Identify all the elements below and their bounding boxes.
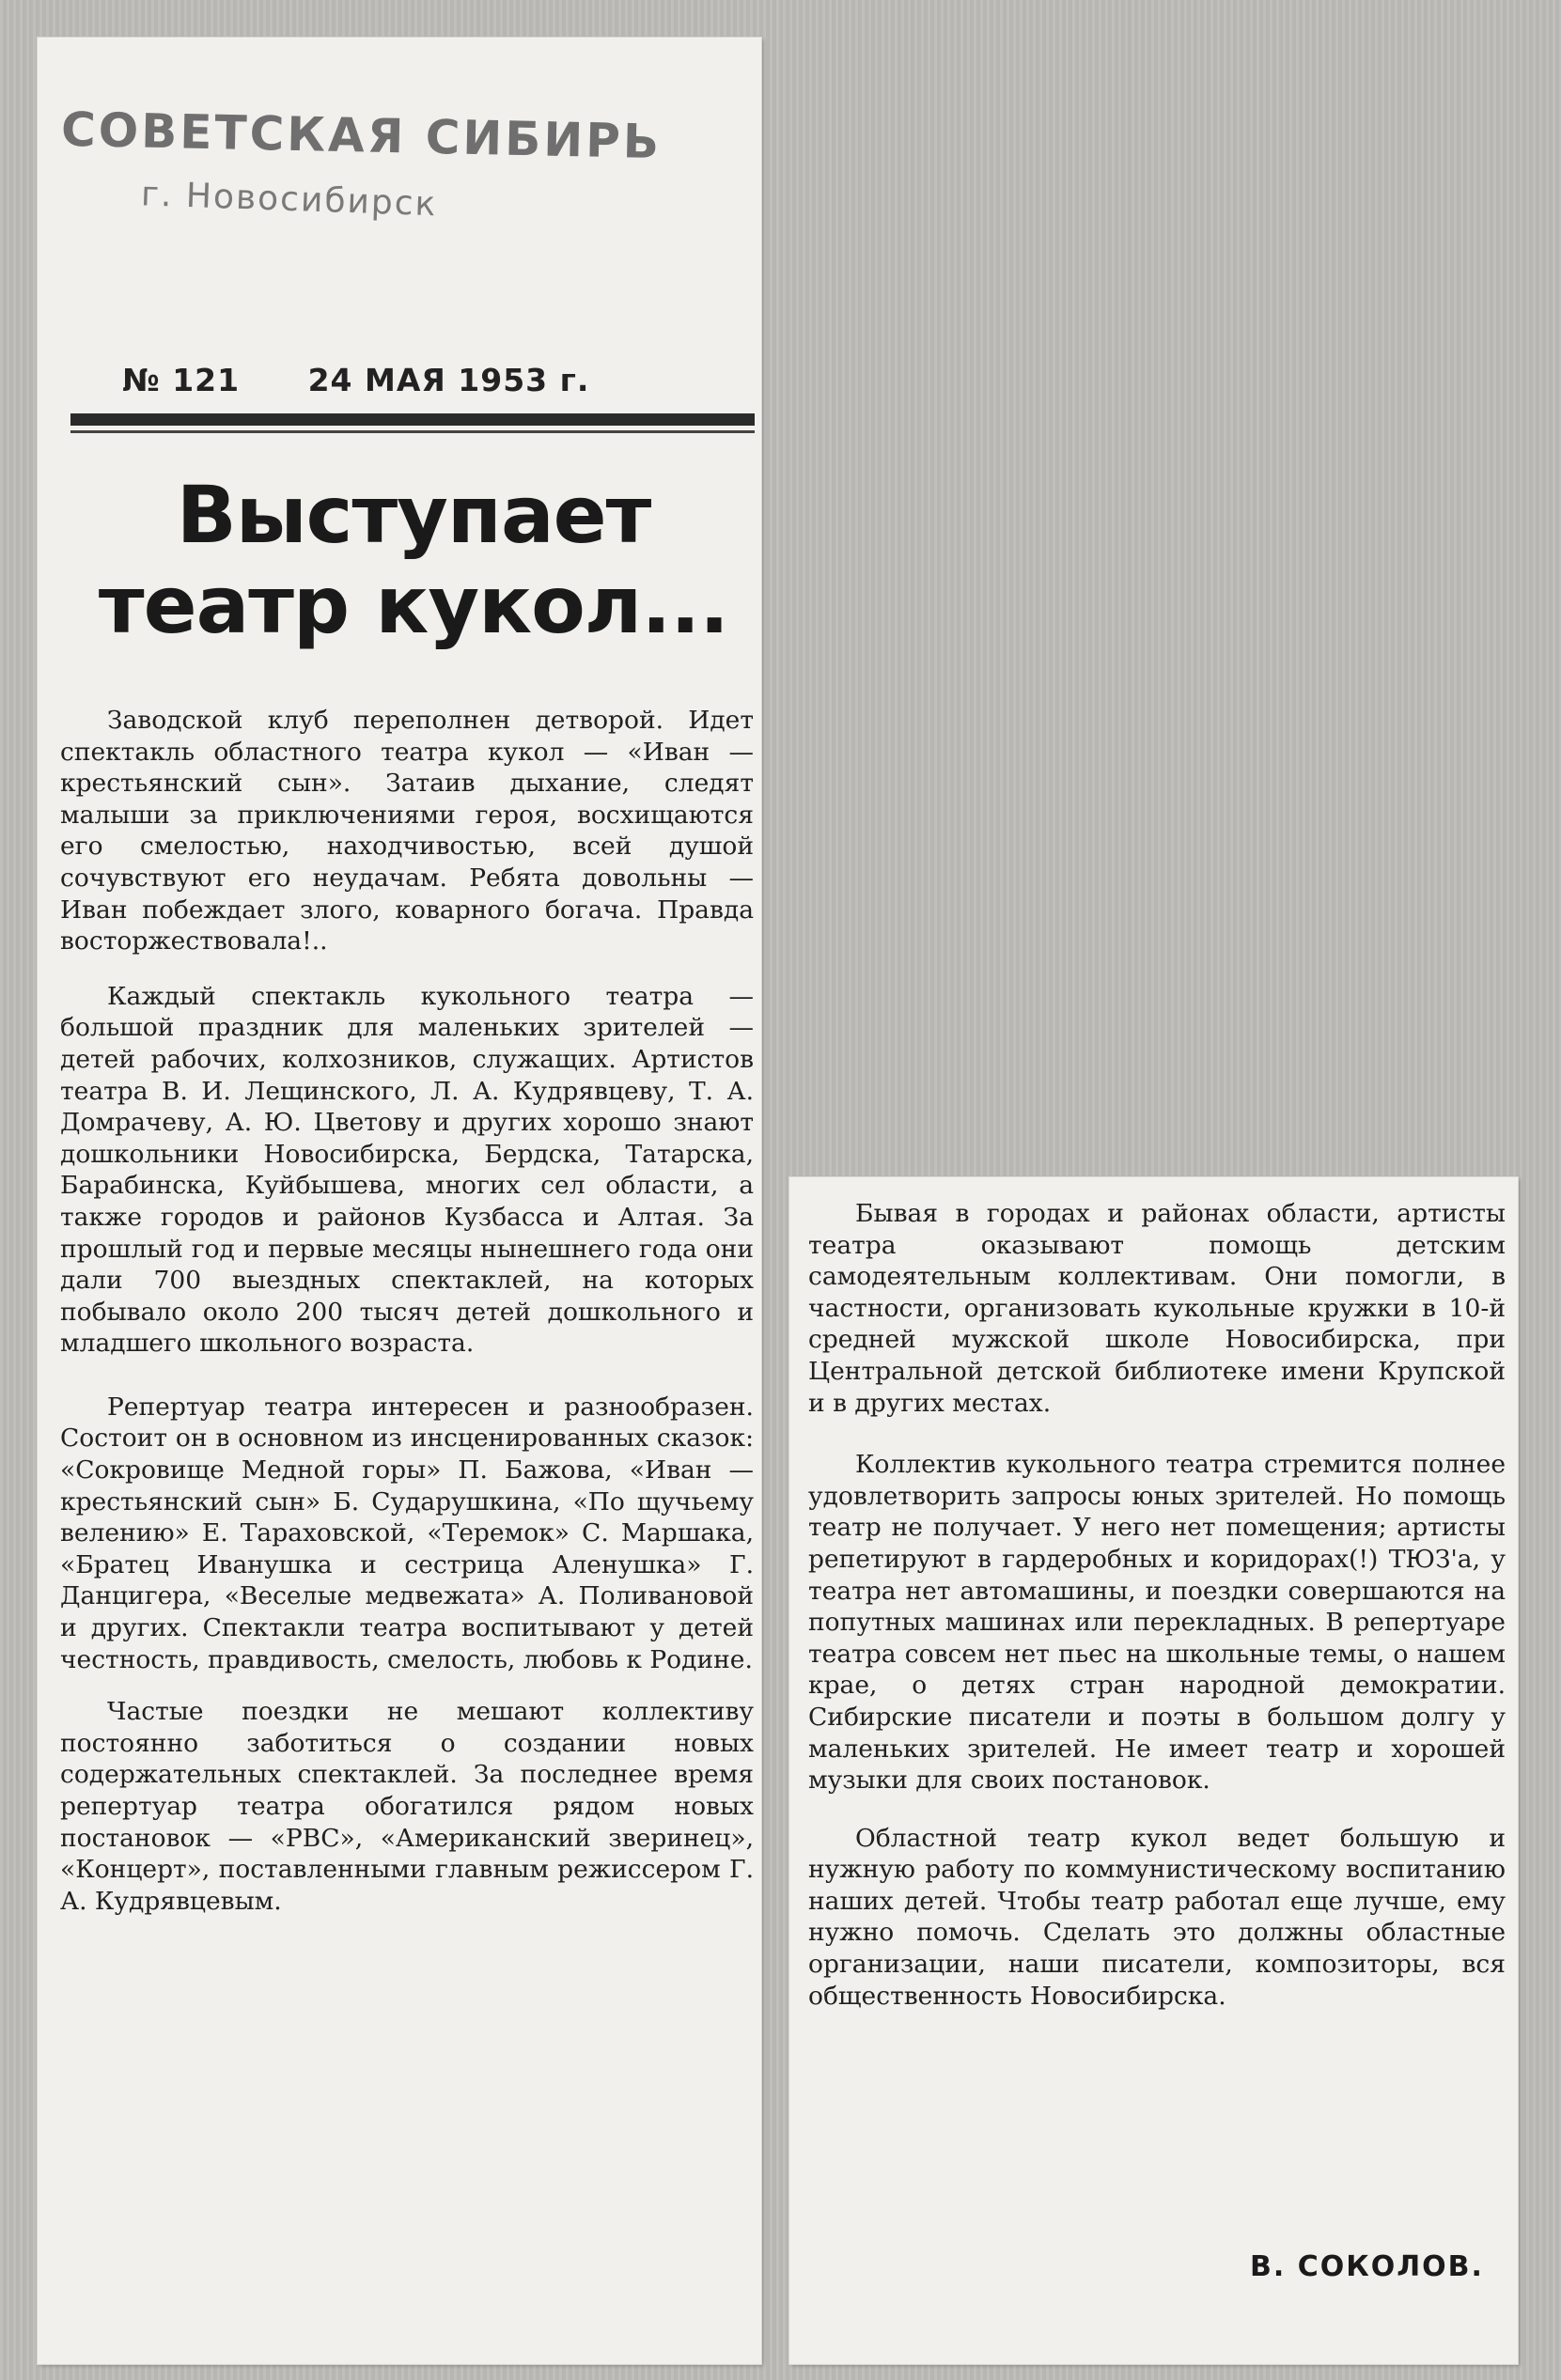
masthead-rule-thin: [70, 430, 755, 433]
article-paragraph: Репертуар театра интересен и разнообразен. Состоит он в основном из инсценированных сказок: «Сокровище Медной горы» П. Бажова, «Иван — крестьянский сын» Б. Сударушкина, «По щучьему велению» Е. Тараховской, «Теремок» С. Маршака, «Братец Иванушка и сестрица Аленушка» Г. Данцигера, «Веселые медвежата» А. Поливановой и других. Спектакли театра воспитывают у детей честность, правдивость, смелость, любовь к Родине.: [60, 1392, 754, 1674]
issue-date: 24 МАЯ 1953 г.: [307, 362, 590, 398]
article-paragraph: Частые поездки не мешают коллективу постоянно заботиться о создании новых содержательных спектаклей. За последнее время репертуар театра обогатился рядом новых постановок — «РВС», «Американский зверинец», «Концерт», поставленными главным режиссером Г. А. Кудрявцевым.: [60, 1697, 754, 1916]
article-headline: Выступает театр кукол...: [98, 469, 729, 651]
article-column-left: [60, 705, 754, 1917]
article-paragraph: Каждый спектакль кукольного театра — большой праздник для маленьких зрителей — детей рабочих, колхозников, служащих. Артистов театра В. И. Лещинского, Л. А. Кудрявцеву, Т. А. Домрачеву, А. Ю. Цветову и других хорошо знают дошкольники Новосибирска, Бердска, Татарска, Барабинска, Куйбышева, многих сел области, а также городов и районов Кузбасса и Алтая. За прошлый год и первые месяцы нынешнего года они дали 700 выездных спектаклей, на которых побывало около 200 тысяч детей дошкольного и младшего школьного возраста.: [60, 981, 754, 1359]
article-paragraph: Областной театр кукол ведет большую и нужную работу по коммунистическому воспитанию наших детей. Чтобы театр работал еще лучше, ему нужно помочь. Сделать это должны областные организации, наши писатели, композиторы, вся общественность Новосибирска.: [808, 1823, 1506, 2011]
article-author: В. СОКОЛОВ.: [1250, 2250, 1484, 2283]
article-column-right: [808, 1198, 1506, 2012]
article-paragraph: Коллектив кукольного театра стремится полнее удовлетворить запросы юных зрителей. Но помощь театр не получает. У него нет помещения; артисты репетируют в гардеробных и коридорах(!) ТЮЗ'а, у театра нет автомашины, и поездки совершаются на попутных машинах или перекладных. В репертуаре театра совсем нет пьес на школьные темы, о нашем крае, о детях стран народной демократии. Сибирские писатели и поэты в большом долгу у маленьких зрителей. Не имеет театр и хорошей музыки для своих постановок.: [808, 1450, 1506, 1796]
newspaper-stamp-city: г. Новосибирск: [140, 175, 439, 225]
issue-line: [122, 362, 724, 398]
newspaper-stamp-title: СОВЕТСКАЯ СИБИРЬ: [60, 101, 663, 170]
issue-number: № 121: [122, 362, 241, 398]
masthead-rule: [70, 413, 755, 426]
article-paragraph: Бывая в городах и районах области, артисты театра оказывают помощь детским самодеятельным коллективам. Они помогли, в частности, организовать кукольные кружки в 10-й средней мужской школе Новосибирска, при Центральной детской библиотеке имени Крупской и в других местах.: [808, 1199, 1506, 1418]
article-paragraph: Заводской клуб переполнен детворой. Идет спектакль областного театра кукол — «Иван — крестьянский сын». Затаив дыхание, следят малыши за приключениями героя, восхищаются его смелостью, находчивостью, всей душой сочувствуют его неудачам. Ребята довольны — Иван побеждает злого, коварного богача. Правда восторжествовала!..: [60, 706, 754, 957]
